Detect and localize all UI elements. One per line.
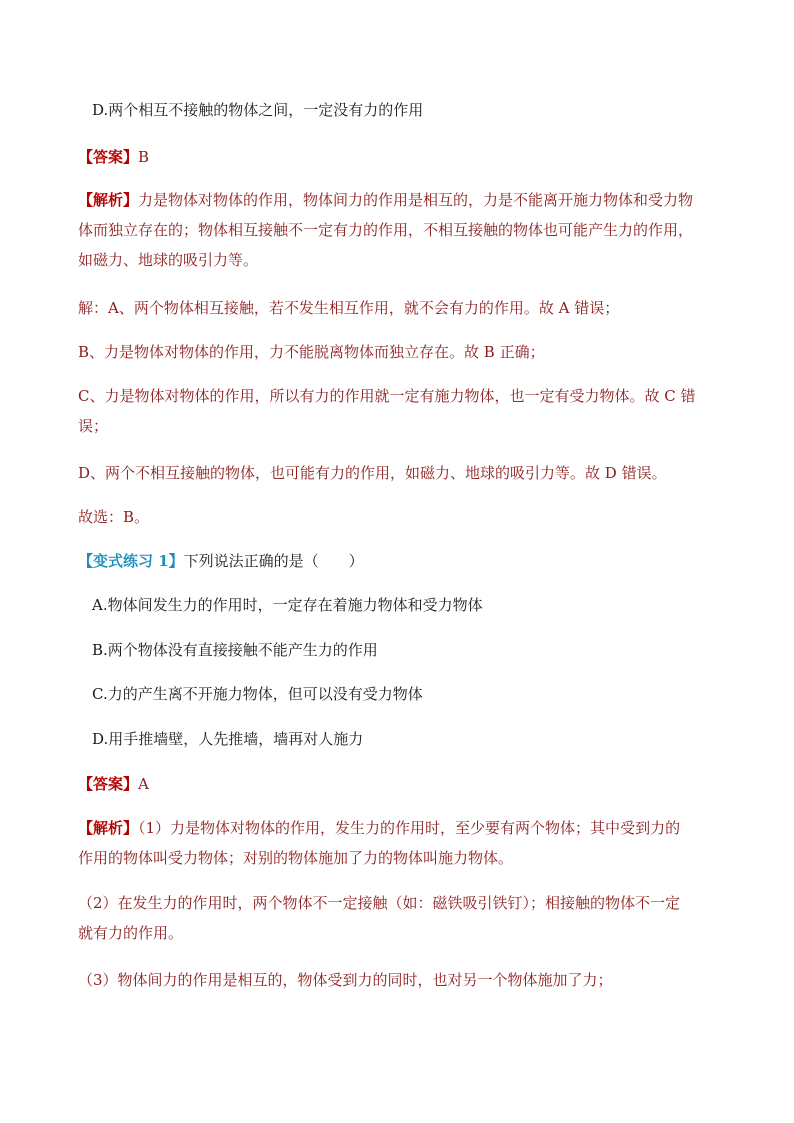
solution-line-1: 解：A、两个物体相互接触，若不发生相互作用，就不会有力的作用。故 A 错误； — [78, 299, 620, 317]
answer-tag: 【答案】 — [78, 775, 139, 793]
answer-tag: 【答案】 — [78, 148, 139, 166]
solution-line-6: 故选：B。 — [78, 508, 150, 526]
analysis-line-5: （3）物体间力的作用是相互的，物体受到力的同时，也对另一个物体施加了力； — [78, 971, 613, 989]
analysis-line-1 — [78, 185, 738, 215]
answer-line — [78, 142, 738, 172]
analysis-line-2: 体而独立存在的；物体相互接触不一定有力的作用，不相互接触的物体也可能产生力的作用， — [78, 221, 694, 239]
option-d: D.两个相互不接触的物体之间，一定没有力的作用 — [92, 101, 424, 119]
option-c: C.力的产生离不开施力物体，但可以没有受力物体 — [92, 685, 423, 703]
analysis-line-3: 如磁力、地球的吸引力等。 — [78, 251, 259, 269]
analysis-tag: 【解析】 — [78, 191, 139, 209]
analysis-line-3: （2）在发生力的作用时，两个物体不一定接触（如：磁铁吸引铁钉）；相接触的物体不一定 — [78, 894, 681, 912]
option-b: B.两个物体没有直接接触不能产生力的作用 — [92, 641, 378, 659]
variant-stem: 下列说法正确的是（ ） — [183, 552, 364, 570]
analysis-text: （1）力是物体对物体的作用，发生力的作用时，至少要有两个物体；其中受到力的 — [138, 819, 681, 837]
analysis-line-2: 作用的物体叫受力物体；对别的物体施加了力的物体叫施力物体。 — [78, 849, 514, 867]
analysis-text: 力是物体对物体的作用，物体间力的作用是相互的，力是不能离开施力物体和受力物 — [138, 191, 694, 209]
solution-line-2: B、力是物体对物体的作用，力不能脱离物体而独立存在。故 B 正确； — [78, 343, 545, 361]
solution-line-5: D、两个不相互接触的物体，也可能有力的作用，如磁力、地球的吸引力等。故 D 错误。 — [78, 464, 667, 482]
variant-tag: 【变式练习 1】 — [78, 552, 184, 570]
answer-value: A — [138, 775, 149, 793]
analysis-line-4: 就有力的作用。 — [78, 924, 184, 942]
analysis-line-1 — [78, 813, 738, 843]
solution-line-4: 误； — [78, 417, 109, 435]
answer-line — [78, 769, 738, 799]
answer-value: B — [138, 148, 150, 166]
analysis-tag: 【解析】 — [78, 819, 139, 837]
variant-question-stem — [78, 546, 738, 576]
option-a: A.物体间发生力的作用时，一定存在着施力物体和受力物体 — [92, 596, 483, 614]
option-d: D.用手推墙壁，人先推墙，墙再对人施力 — [92, 730, 364, 748]
solution-line-3: C、力是物体对物体的作用，所以有力的作用就一定有施力物体，也一定有受力物体。故 C 错 — [78, 387, 696, 405]
